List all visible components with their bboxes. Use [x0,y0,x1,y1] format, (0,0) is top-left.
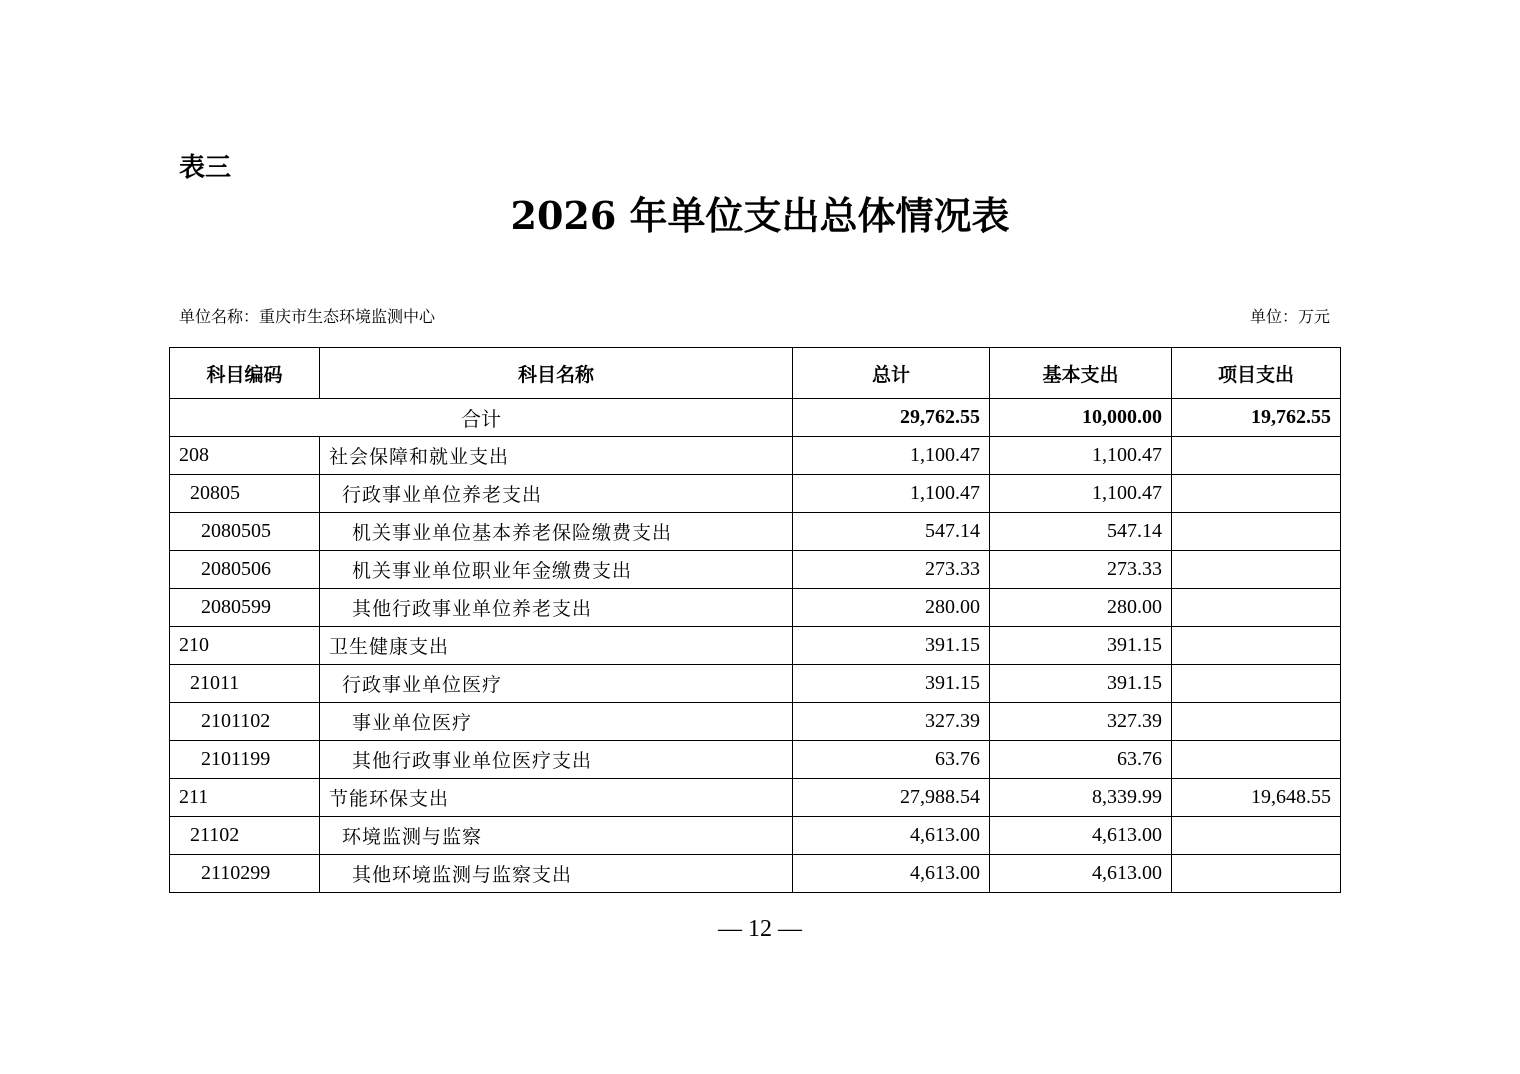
subject-code: 2080506 [170,551,320,589]
total-amount: 27,988.54 [793,779,990,817]
header-total: 总计 [793,348,990,399]
project-amount [1172,627,1341,665]
basic-amount: 63.76 [990,741,1172,779]
table-row [170,627,1341,665]
table-row [170,703,1341,741]
total-label: 合计 [170,399,793,437]
project-amount [1172,741,1341,779]
total-amount: 547.14 [793,513,990,551]
project-amount [1172,703,1341,741]
subject-name: 其他环境监测与监察支出 [320,855,793,893]
total-amount: 63.76 [793,741,990,779]
table-row [170,437,1341,475]
subject-code: 2080505 [170,513,320,551]
table-row [170,475,1341,513]
basic-amount: 391.15 [990,665,1172,703]
total-amount: 391.15 [793,627,990,665]
subject-code: 211 [170,779,320,817]
basic-amount: 1,100.47 [990,475,1172,513]
subject-name: 其他行政事业单位医疗支出 [320,741,793,779]
total-amount: 280.00 [793,589,990,627]
document-title: 2026 年单位支出总体情况表 [510,193,1010,238]
currency-unit: 单位：万元 [1249,307,1330,326]
page-number: — 12 — [718,916,802,942]
project-amount [1172,475,1341,513]
unit-name: 单位名称：重庆市生态环境监测中心 [179,307,436,326]
basic-amount: 273.33 [990,551,1172,589]
expenditure-table [169,347,1341,893]
table-row [170,741,1341,779]
total-row [170,399,1341,437]
total-amount: 1,100.47 [793,475,990,513]
basic-amount: 4,613.00 [990,855,1172,893]
subject-code: 21102 [170,817,320,855]
subject-code: 208 [170,437,320,475]
header-name: 科目名称 [320,348,793,399]
basic-amount: 8,339.99 [990,779,1172,817]
total-amount: 391.15 [793,665,990,703]
basic-amount: 327.39 [990,703,1172,741]
subject-name: 环境监测与监察 [320,817,793,855]
subject-code: 2110299 [170,855,320,893]
header-basic: 基本支出 [990,348,1172,399]
subject-name: 其他行政事业单位养老支出 [320,589,793,627]
table-label: 表三 [179,153,232,183]
project-amount [1172,589,1341,627]
subject-name: 行政事业单位养老支出 [320,475,793,513]
basic-amount: 391.15 [990,627,1172,665]
total-amount: 29,762.55 [793,399,990,437]
total-amount: 4,613.00 [793,855,990,893]
project-amount [1172,513,1341,551]
subject-name: 事业单位医疗 [320,703,793,741]
header-project: 项目支出 [1172,348,1341,399]
subject-name: 节能环保支出 [320,779,793,817]
meta-row [179,304,1330,330]
subject-code: 210 [170,627,320,665]
basic-amount: 10,000.00 [990,399,1172,437]
subject-code: 2080599 [170,589,320,627]
project-amount [1172,665,1341,703]
subject-name: 行政事业单位医疗 [320,665,793,703]
project-amount [1172,437,1341,475]
subject-name: 机关事业单位基本养老保险缴费支出 [320,513,793,551]
project-amount: 19,762.55 [1172,399,1341,437]
total-amount: 4,613.00 [793,817,990,855]
total-amount: 1,100.47 [793,437,990,475]
subject-code: 2101199 [170,741,320,779]
total-amount: 327.39 [793,703,990,741]
project-amount [1172,855,1341,893]
project-amount [1172,817,1341,855]
subject-code: 2101102 [170,703,320,741]
header-row [170,348,1341,399]
table-row [170,589,1341,627]
table-row [170,551,1341,589]
table-row [170,665,1341,703]
subject-name: 社会保障和就业支出 [320,437,793,475]
table-row [170,779,1341,817]
basic-amount: 4,613.00 [990,817,1172,855]
table-row [170,855,1341,893]
project-amount: 19,648.55 [1172,779,1341,817]
subject-name: 卫生健康支出 [320,627,793,665]
header-code: 科目编码 [170,348,320,399]
subject-code: 21011 [170,665,320,703]
subject-code: 20805 [170,475,320,513]
basic-amount: 547.14 [990,513,1172,551]
table-row [170,817,1341,855]
basic-amount: 1,100.47 [990,437,1172,475]
subject-name: 机关事业单位职业年金缴费支出 [320,551,793,589]
table-row [170,513,1341,551]
total-amount: 273.33 [793,551,990,589]
project-amount [1172,551,1341,589]
basic-amount: 280.00 [990,589,1172,627]
